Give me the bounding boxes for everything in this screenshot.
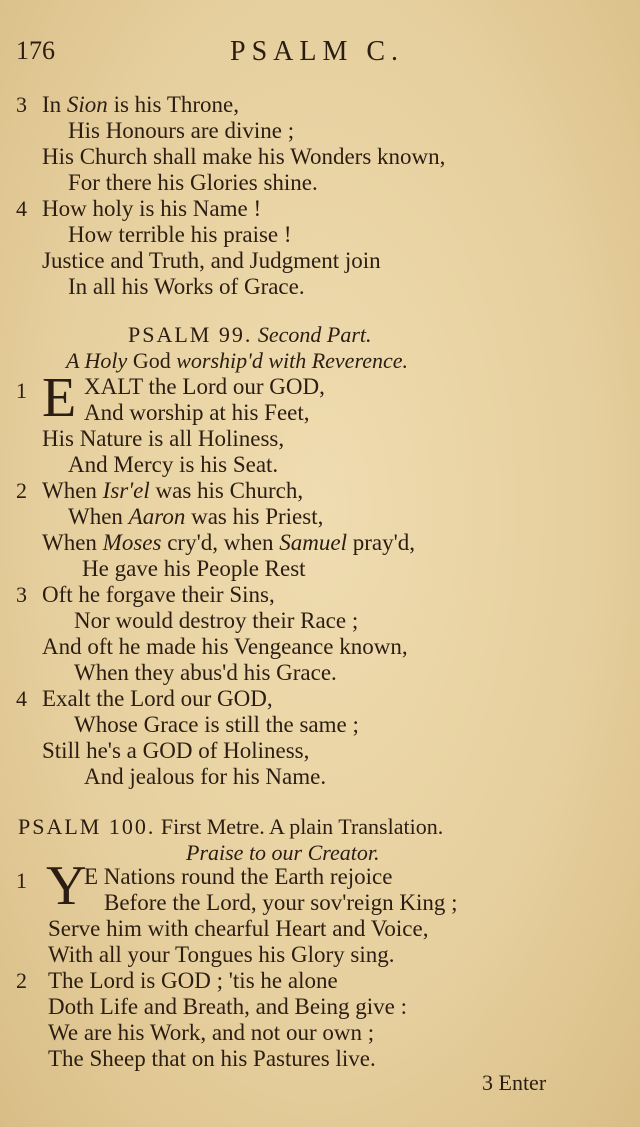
verse-line: XALT the Lord our GOD, <box>84 374 325 399</box>
verse-line: For there his Glories shine. <box>68 170 318 195</box>
verse-number: 4 <box>16 196 27 221</box>
verse-line: E Nations round the Earth rejoice <box>84 864 393 889</box>
verse-line: His Nature is all Holiness, <box>42 426 285 451</box>
verse-number: 3 <box>16 582 27 607</box>
page-number: 176 <box>16 36 55 65</box>
verse-line: Doth Life and Breath, and Being give : <box>48 994 407 1019</box>
verse-line: Justice and Truth, and Judgment join <box>42 248 381 273</box>
verse-number: 4 <box>16 686 27 711</box>
verse-number: 3 <box>16 92 27 117</box>
verse-line: Before the Lord, your sov'reign King ; <box>104 890 458 915</box>
psalm-subtitle: Praise to our Creator. <box>186 840 380 865</box>
drop-cap: Y <box>46 855 87 917</box>
page-header <box>16 36 600 72</box>
running-title: PSALM C. <box>230 36 405 67</box>
verse-line: And jealous for his Name. <box>84 764 327 789</box>
verse-line: Still he's a GOD of Holiness, <box>42 738 310 763</box>
verse-line: Exalt the Lord our GOD, <box>42 686 273 711</box>
verse-line: Whose Grace is still the same ; <box>74 712 359 737</box>
verse-line: How holy is his Name ! <box>42 196 262 221</box>
verse-number: 2 <box>16 968 27 993</box>
verse-line: With all your Tongues his Glory sing. <box>48 942 395 967</box>
verse-line: His Church shall make his Wonders known, <box>42 144 446 169</box>
verse-line: When they abus'd his Grace. <box>74 660 337 685</box>
verse-line: Oft he forgave their Sins, <box>42 582 275 607</box>
verse-number: 2 <box>16 478 27 503</box>
verse-line: Serve him with chearful Heart and Voice, <box>48 916 429 941</box>
verse-line: We are his Work, and not our own ; <box>48 1020 375 1045</box>
verse-line: When Aaron was his Priest, <box>68 504 324 529</box>
drop-cap: E <box>42 367 77 429</box>
catchword: 3 Enter <box>482 1070 547 1095</box>
verse-line: And oft he made his Vengeance known, <box>42 634 408 659</box>
verse-line: And Mercy is his Seat. <box>68 452 279 477</box>
verse-line: He gave his People Rest <box>82 556 306 581</box>
verse-line: When Isr'el was his Church, <box>42 478 304 503</box>
psalm-subtitle: A Holy God worship'd with Reverence. <box>66 348 408 373</box>
verse-line: The Sheep that on his Pastures live. <box>48 1046 376 1071</box>
verse-line: The Lord is GOD ; 'tis he alone <box>48 968 338 993</box>
verse-number: 1 <box>16 378 27 403</box>
verse-line: When Moses cry'd, when Samuel pray'd, <box>42 530 416 555</box>
verse-line: In all his Works of Grace. <box>68 274 305 299</box>
verse-line: And worship at his Feet, <box>84 400 310 425</box>
verse-number: 1 <box>16 868 27 893</box>
psalm-heading: PSALM 100. First Metre. A plain Translation. <box>18 814 444 839</box>
verse-line: How terrible his praise ! <box>68 222 292 247</box>
psalm-heading: PSALM 99. Second Part. <box>128 322 372 347</box>
verse-line: In Sion is his Throne, <box>42 92 239 117</box>
verse-line: Nor would destroy their Race ; <box>74 608 359 633</box>
verse-line: His Honours are divine ; <box>68 118 295 143</box>
